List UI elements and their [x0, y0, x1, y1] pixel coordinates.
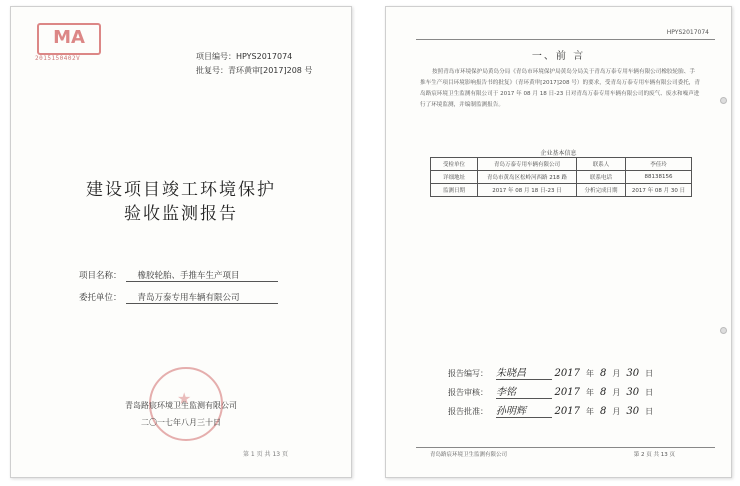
- day-unit: 日: [645, 388, 654, 397]
- project-number: 项目编号：HPYS2017074: [196, 52, 293, 61]
- year-unit: 年: [586, 407, 594, 416]
- footer-rule: [416, 447, 715, 448]
- punch-hole-icon: [720, 327, 727, 334]
- signature-day: 30: [626, 387, 640, 398]
- table-cell: 联系人: [577, 158, 626, 171]
- signature-row-author: [448, 364, 708, 380]
- day-unit: 日: [645, 369, 654, 378]
- handwritten-signature: 朱晓昌: [496, 364, 552, 380]
- signature-year: 2017: [554, 406, 580, 417]
- month-unit: 月: [612, 369, 621, 378]
- month-unit: 月: [612, 407, 621, 416]
- table-cell: 青岛市黄岛区松岭河西路 218 路: [478, 171, 577, 184]
- punch-hole-icon: [720, 97, 727, 104]
- table-cell: 2017 年 08 月 18 日-23 日: [478, 184, 577, 197]
- foreword-paragraph: 按照青岛市环境保护局黄岛分局《青岛市环境保护局黄岛分局关于青岛万泰专用车辆有限公司橡胶轮胎、手推车生产项目环境影响报告书的批复》（青环黄审[2017]208 号）的要求，受青岛万泰专用车辆有限公司委托，青岛路宸环境卫生监测有限公司于 2017 年 08 月 18 日-23 日对青岛万泰专用车辆有限公司的废气、废水和噪声进行了环境监测，并编制监测报告。: [420, 69, 700, 108]
- project-name-value: 橡胶轮胎、手推车生产项目: [126, 269, 278, 282]
- header-rule: [416, 39, 715, 40]
- signature-month: 8: [600, 387, 607, 398]
- signature-label: 报告编写：: [448, 369, 488, 378]
- report-title-line-1: 建设项目竣工环境保护: [86, 180, 276, 200]
- table-cell: 李佳玲: [626, 158, 692, 171]
- ma-certificate-number: 2015150402V: [35, 55, 81, 62]
- table-cell: 青岛万泰专用车辆有限公司: [478, 158, 577, 171]
- entrust-unit-label: 委托单位：: [79, 293, 122, 303]
- day-unit: 日: [645, 407, 654, 416]
- header-report-id: HPYS2017074: [666, 29, 709, 36]
- signature-row-reviewer: [448, 383, 708, 399]
- table-cell: 分析完成日期: [577, 184, 626, 197]
- table-cell: 受检单位: [431, 158, 478, 171]
- issuer-name: 青岛路宸环境卫生监测有限公司: [125, 401, 237, 410]
- table-caption: 企业基本信息: [540, 150, 577, 157]
- signature-day: 30: [626, 368, 640, 379]
- year-unit: 年: [586, 388, 594, 397]
- handwritten-signature: 李铭: [496, 383, 552, 399]
- signature-year: 2017: [554, 387, 580, 398]
- handwritten-signature: 孙明辉: [496, 402, 552, 418]
- cover-page: [10, 6, 352, 478]
- issue-date: 二〇一七年八月三十日: [141, 418, 221, 427]
- table-cell: 2017 年 08 月 30 日: [626, 184, 692, 197]
- year-unit: 年: [586, 369, 594, 378]
- entrust-unit-value: 青岛万泰专用车辆有限公司: [126, 291, 278, 304]
- signature-day: 30: [626, 406, 640, 417]
- table-row: [431, 184, 692, 197]
- signature-label: 报告审核：: [448, 388, 488, 397]
- cover-page-number: 第 1 页 共 13 页: [243, 451, 288, 458]
- company-info-table: [430, 157, 692, 197]
- signature-row-approver: [448, 402, 708, 418]
- entrust-unit-row: [79, 291, 278, 304]
- table-row: [431, 171, 692, 184]
- signature-month: 8: [600, 406, 607, 417]
- foreword-page-number: 第 2 页 共 13 页: [633, 452, 675, 458]
- table-cell: 详细地址: [431, 171, 478, 184]
- month-unit: 月: [612, 388, 621, 397]
- signature-year: 2017: [554, 368, 580, 379]
- signature-month: 8: [600, 368, 607, 379]
- table-cell: 88138156: [626, 171, 692, 184]
- table-row: [431, 158, 692, 171]
- foreword-page: [385, 6, 732, 478]
- approval-number: 批复号：青环黄审[2017]208 号: [196, 66, 313, 75]
- table-cell: 监测日期: [431, 184, 478, 197]
- section-title: 一、前 言: [531, 51, 586, 62]
- project-name-row: [79, 269, 278, 282]
- table-cell: 联系电话: [577, 171, 626, 184]
- ma-certification-logo: MA: [37, 23, 101, 55]
- footer-company-name: 青岛路宸环境卫生监测有限公司: [430, 452, 508, 458]
- report-title-line-2: 验收监测报告: [124, 204, 238, 224]
- signature-label: 报告批准：: [448, 407, 488, 416]
- project-name-label: 项目名称：: [79, 271, 122, 281]
